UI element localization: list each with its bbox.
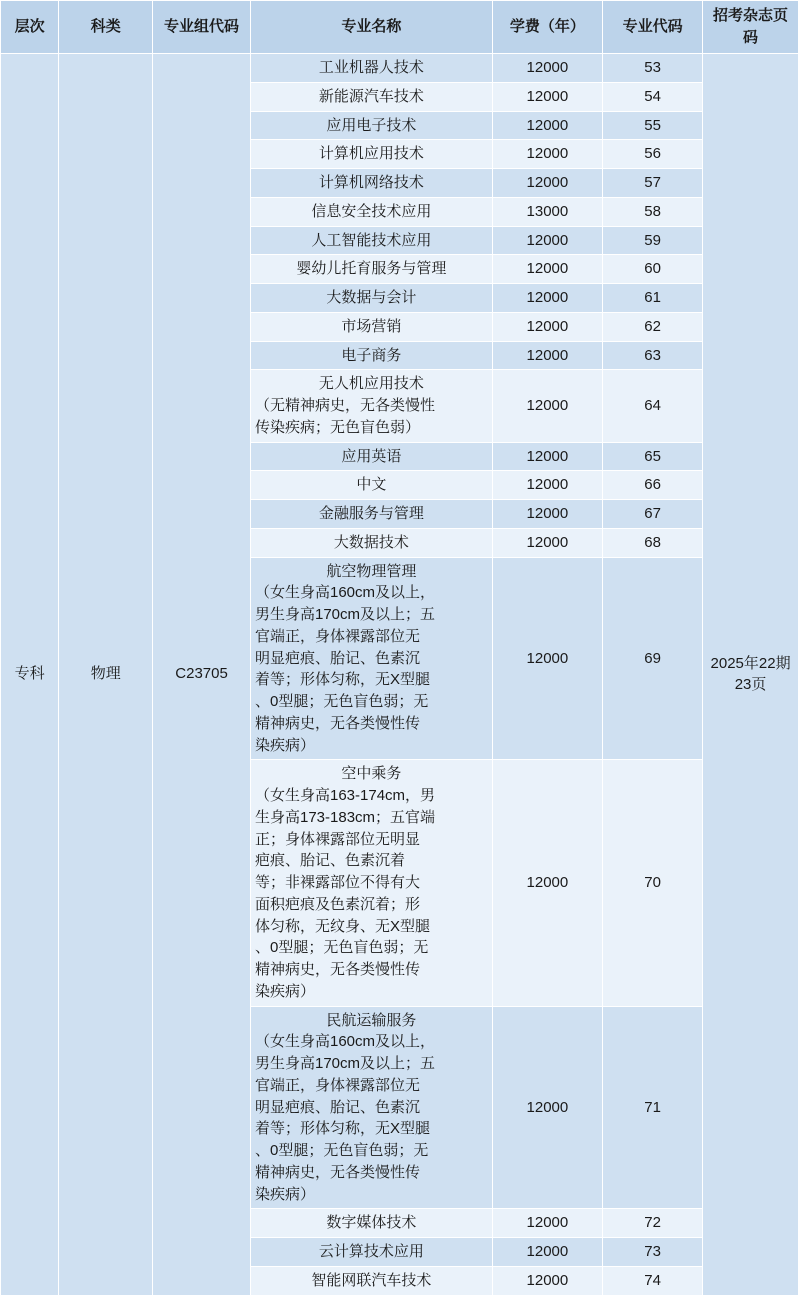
cell-tuition: 12000 bbox=[492, 111, 602, 140]
cell-major-name: 人工智能技术应用 bbox=[251, 226, 493, 255]
table-body bbox=[1, 54, 799, 1296]
cell-major-name: 中文 bbox=[251, 471, 493, 500]
cell-major-name: 大数据技术 bbox=[251, 528, 493, 557]
header-major-code: 专业代码 bbox=[603, 1, 703, 54]
cell-tuition: 12000 bbox=[492, 82, 602, 111]
cell-major-code: 60 bbox=[603, 255, 703, 284]
cell-major-code: 68 bbox=[603, 528, 703, 557]
cell-major-name: 婴幼儿托育服务与管理 bbox=[251, 255, 493, 284]
header-level: 层次 bbox=[1, 1, 59, 54]
cell-major-code: 73 bbox=[603, 1238, 703, 1267]
cell-major-code: 64 bbox=[603, 370, 703, 442]
cell-tuition: 12000 bbox=[492, 370, 602, 442]
cell-major-code: 55 bbox=[603, 111, 703, 140]
cell-major-name: 无人机应用技术 （无精神病史，无各类慢性 传染疾病；无色盲色弱） bbox=[251, 370, 493, 442]
cell-major-code: 58 bbox=[603, 197, 703, 226]
cell-major-name: 航空物理管理 （女生身高160cm及以上， 男生身高170cm及以上；五 官端正，身体裸露部位无 明显疤痕、胎记、色素沉 着等；形体匀称，无X型腿 、0型腿；无色盲色弱；无 精神病史，无各类慢性传 染疾病） bbox=[251, 557, 493, 760]
cell-tuition: 12000 bbox=[492, 1266, 602, 1295]
cell-tuition: 12000 bbox=[492, 471, 602, 500]
cell-major-code: 66 bbox=[603, 471, 703, 500]
header-tuition: 学费（年） bbox=[492, 1, 602, 54]
cell-tuition: 12000 bbox=[492, 226, 602, 255]
cell-tuition: 12000 bbox=[492, 140, 602, 169]
cell-major-name: 计算机应用技术 bbox=[251, 140, 493, 169]
cell-major-code: 72 bbox=[603, 1209, 703, 1238]
cell-tuition: 12000 bbox=[492, 169, 602, 198]
cell-major-name: 工业机器人技术 bbox=[251, 54, 493, 83]
cell-major-code: 69 bbox=[603, 557, 703, 760]
cell-major-code: 63 bbox=[603, 341, 703, 370]
cell-major-name: 应用电子技术 bbox=[251, 111, 493, 140]
cell-major-name: 智能网联汽车技术 bbox=[251, 1266, 493, 1295]
cell-major-name: 云计算技术应用 bbox=[251, 1238, 493, 1267]
cell-level: 专科 bbox=[1, 54, 59, 1296]
cell-major-code: 57 bbox=[603, 169, 703, 198]
cell-tuition: 12000 bbox=[492, 284, 602, 313]
cell-major-name: 数字媒体技术 bbox=[251, 1209, 493, 1238]
cell-major-code: 70 bbox=[603, 760, 703, 1006]
cell-tuition: 12000 bbox=[492, 1209, 602, 1238]
cell-major-name: 市场营销 bbox=[251, 312, 493, 341]
cell-tuition: 12000 bbox=[492, 54, 602, 83]
cell-tuition: 12000 bbox=[492, 528, 602, 557]
cell-major-name: 大数据与会计 bbox=[251, 284, 493, 313]
cell-tuition: 12000 bbox=[492, 1006, 602, 1209]
cell-tuition: 12000 bbox=[492, 341, 602, 370]
cell-major-code: 74 bbox=[603, 1266, 703, 1295]
cell-major-name: 计算机网络技术 bbox=[251, 169, 493, 198]
cell-major-name: 应用英语 bbox=[251, 442, 493, 471]
table-row bbox=[1, 54, 799, 83]
cell-major-name: 金融服务与管理 bbox=[251, 500, 493, 529]
cell-major-code: 59 bbox=[603, 226, 703, 255]
cell-major-name: 民航运输服务 （女生身高160cm及以上， 男生身高170cm及以上；五 官端正，身体裸露部位无 明显疤痕、胎记、色素沉 着等；形体匀称，无X型腿 、0型腿；无色盲色弱；无 精神病史，无各类慢性传 染疾病） bbox=[251, 1006, 493, 1209]
cell-major-code: 65 bbox=[603, 442, 703, 471]
cell-magazine-page: 2025年22期23页 bbox=[703, 54, 799, 1296]
cell-major-code: 67 bbox=[603, 500, 703, 529]
cell-major-code: 61 bbox=[603, 284, 703, 313]
header-magazine-page: 招考杂志页码 bbox=[703, 1, 799, 54]
cell-tuition: 13000 bbox=[492, 197, 602, 226]
cell-major-name: 信息安全技术应用 bbox=[251, 197, 493, 226]
cell-tuition: 12000 bbox=[492, 255, 602, 284]
cell-tuition: 12000 bbox=[492, 442, 602, 471]
header-major-name: 专业名称 bbox=[251, 1, 493, 54]
cell-subject: 物理 bbox=[59, 54, 153, 1296]
cell-group-code: C23705 bbox=[153, 54, 251, 1296]
cell-major-name: 空中乘务 （女生身高163-174cm，男 生身高173-183cm；五官端 正；身体裸露部位无明显 疤痕、胎记、色素沉着 等；非裸露部位不得有大 面积疤痕及色素沉着；形 体匀称，无纹身、无X型腿 、0型腿；无色盲色弱；无 精神病史，无各类慢性传 染疾病） bbox=[251, 760, 493, 1006]
cell-tuition: 12000 bbox=[492, 1238, 602, 1267]
table-header-row bbox=[1, 1, 799, 54]
cell-tuition: 12000 bbox=[492, 500, 602, 529]
cell-major-name: 电子商务 bbox=[251, 341, 493, 370]
cell-tuition: 12000 bbox=[492, 760, 602, 1006]
header-subject: 科类 bbox=[59, 1, 153, 54]
cell-major-code: 71 bbox=[603, 1006, 703, 1209]
cell-major-code: 53 bbox=[603, 54, 703, 83]
cell-tuition: 12000 bbox=[492, 312, 602, 341]
cell-major-code: 54 bbox=[603, 82, 703, 111]
cell-major-code: 62 bbox=[603, 312, 703, 341]
cell-major-code: 56 bbox=[603, 140, 703, 169]
cell-major-name: 新能源汽车技术 bbox=[251, 82, 493, 111]
cell-tuition: 12000 bbox=[492, 557, 602, 760]
header-group-code: 专业组代码 bbox=[153, 1, 251, 54]
